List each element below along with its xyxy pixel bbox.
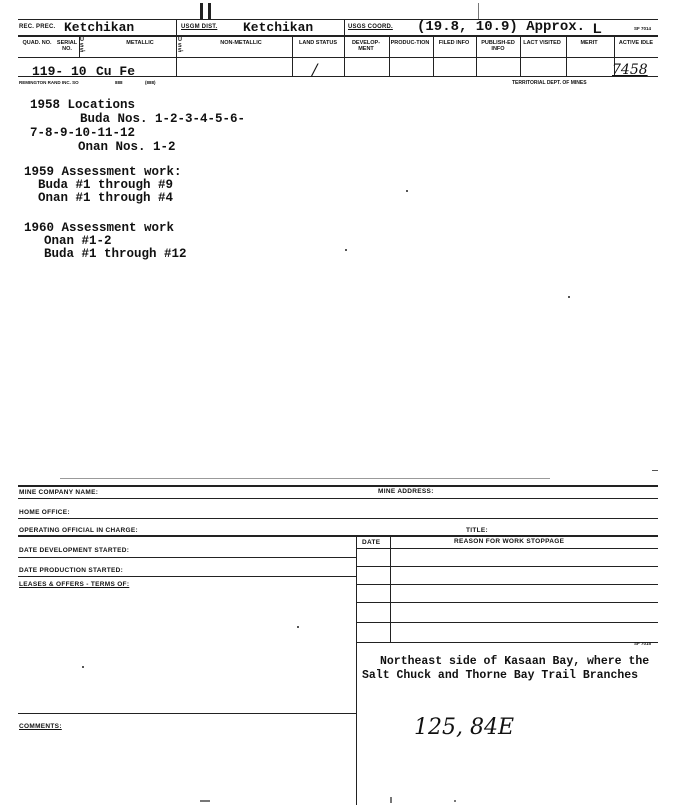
date-header: DATE [362,539,381,546]
col-active-idle: ACTIVE IDLE [618,40,654,46]
handwritten-note: 125, 84E [414,715,515,740]
usgs-coord-label: USGS COORD. [348,24,393,30]
col-land-status: LAND STATUS [299,40,337,46]
speck [652,470,658,471]
col-metallic: METALLIC [126,40,154,46]
rec-prec-value: Ketchikan [64,20,135,35]
mine-address-label: MINE ADDRESS: [378,488,434,495]
metallic-value: Cu Fe [96,64,136,79]
note-1958-line3: Onan Nos. 1-2 [78,140,176,154]
location-text-2: Salt Chuck and Thorne Bay Trail Branches [362,669,639,682]
col-quad-no: QUAD. NO. [22,40,52,46]
active-idle-mark: 7458 [612,62,648,78]
speck [568,296,570,298]
col-uss-bottom: U S S- [178,37,184,54]
comments-label: COMMENTS: [19,723,62,730]
col-last-visited: LACT VISITED [523,40,561,46]
usgm-dist-label: USGM DIST. [181,24,218,30]
col-uss-top: U S S- [80,37,86,54]
location-text-1: Northeast side of Kasaan Bay, where the [380,655,650,668]
speck [297,626,299,628]
note-1960-title: 1960 Assessment work [24,221,175,235]
form-number-2: SF 7015 [634,641,652,646]
rec-prec-label: REC. PREC. [19,24,56,30]
form-number: SF 7014 [634,26,652,31]
printer-code-2: (888) [145,80,156,85]
printer-label: REMINGTON RAND INC. SO [19,80,79,85]
note-1959-line1: Buda #1 through #9 [38,178,174,192]
col-published-info: PUBLISH-ED INFO [481,40,515,52]
speck [406,190,408,192]
land-status-mark: / [312,60,318,79]
usgm-dist-value: Ketchikan [243,20,314,35]
speck [82,666,84,668]
home-office-label: HOME OFFICE: [19,509,70,516]
territorial-label: TERRITORIAL DEPT. OF MINES [512,80,587,86]
note-1959-line2: Onan #1 through #4 [38,191,174,205]
speck [345,249,347,251]
col-non-metallic: NON-METALLIC [220,40,262,46]
note-1960-line2: Buda #1 through #12 [44,247,187,261]
col-serial-no: SERIAL NO. [56,40,78,52]
date-production-started-label: DATE PRODUCTION STARTED: [19,567,124,574]
operating-official-label: OPERATING OFFICIAL IN CHARGE: [19,527,138,534]
date-development-started-label: DATE DEVELOPMENT STARTED: [19,547,130,554]
note-1960-line1: Onan #1-2 [44,234,112,248]
mine-company-name-label: MINE COMPANY NAME: [19,489,99,496]
leases-offers-label: LEASES & OFFERS - TERMS OF: [19,581,130,588]
speck [454,800,456,802]
note-1958-title: 1958 Locations [30,98,136,112]
reason-stoppage-header: REASON FOR WORK STOPPAGE [454,538,565,545]
mark-value: L [593,20,602,36]
quad-serial-value: 119- 10 [32,64,87,79]
speck [200,800,210,802]
col-filed-info: FILED INFO [438,40,470,46]
col-merit: MERIT [580,40,598,46]
usgs-coord-value: (19.8, 10.9) Approx. [417,19,586,35]
col-development: DEVELOP-MENT [351,40,381,52]
note-1958-line1: Buda Nos. 1-2-3-4-5-6- [80,112,246,126]
title-label: TITLE: [466,527,489,534]
speck [390,797,392,803]
printer-code: 888 [115,80,123,85]
col-production: PRODUC-TION [390,40,430,46]
note-1959-title: 1959 Assessment work: [24,165,182,179]
note-1958-line2: 7-8-9-10-11-12 [30,126,136,140]
